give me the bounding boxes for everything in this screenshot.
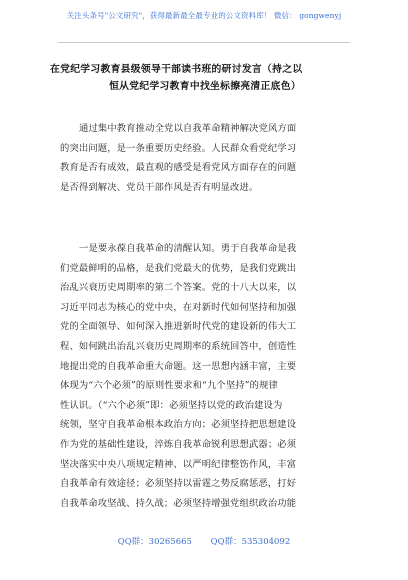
paragraph-line: 党的全面领导、如何深入推进新时代党的建设新的伟大工	[60, 321, 297, 333]
paragraph-line: 教育是否有成效，最直观的感受是看党风方面存在的问题	[60, 162, 297, 174]
paragraph-line: 坚决落实中央八项规定精神、以严明纪律整饬作风，丰富	[60, 458, 297, 470]
footer-qq-group-2: QQ群：535304092	[210, 537, 291, 547]
title-line-1: 在党纪学习教育县级领导干部读书班的研讨发言（持之以	[50, 64, 303, 75]
paragraph-point-one	[60, 239, 350, 513]
header-banner	[0, 10, 408, 21]
paragraph-line: 习近平同志为核心的党中央，在对新时代如何坚持和加强	[60, 301, 297, 313]
paragraph-intro	[60, 119, 350, 197]
document-title	[50, 61, 360, 95]
footer-contact	[0, 535, 408, 547]
paragraph-line: 统领，坚守自我革命根本政治方向；必须坚持把思想建设	[60, 419, 297, 431]
banner-wechat-id: gongwenyj	[299, 11, 342, 20]
paragraph-line: 地提出党的自我革命重大命题。这一思想内涵丰富，主要	[60, 360, 297, 372]
paragraph-line: 体现为“六个必须”的原则性要求和“九个坚持”的规律	[60, 380, 278, 392]
paragraph-line: 程、如何跳出治乱兴衰历史周期率的系统回答中，创造性	[60, 340, 297, 352]
header-divider	[58, 42, 350, 43]
paragraph-line: 通过集中教育推动全党以自我革命精神解决党风方面	[79, 123, 297, 134]
paragraph-line: 性认识。（“六个必须”即：必须坚持以党的政治建设为	[60, 399, 283, 411]
paragraph-line: 是否得到解决、党员干部作风是否有明显改进。	[60, 181, 259, 193]
paragraph-line: 作为党的基础性建设，淬炼自我革命锐利思想武器；必须	[60, 438, 297, 450]
paragraph-line: 治乱兴衰历史周期率的第二个答案。党的十八大以来，以	[60, 282, 297, 294]
paragraph-line: 自我革命有效途径；必须坚持以雷霆之势反腐惩恶，打好	[60, 478, 297, 490]
banner-wechat-label: 微信：	[273, 11, 297, 20]
paragraph-line: 自我革命攻坚战、持久战；必须坚持增强党组织政治功能	[60, 497, 297, 509]
footer-qq-group-1: QQ群：30265665	[117, 537, 192, 547]
paragraph-line: 们党最鲜明的品格，是我们党最大的优势，是我们党跳出	[60, 262, 297, 274]
title-line-2: 恒从党纪学习教育中找坐标擦亮清正底色）	[109, 81, 301, 92]
paragraph-line: 的突出问题，是一条重要历史经验。人民群众看党纪学习	[60, 142, 297, 154]
paragraph-line: 一是要永葆自我革命的清醒认知。勇于自我革命是我	[79, 243, 297, 254]
banner-text: 关注头条号"公文研究"，获得最新最全最专业的公文资料库！	[66, 11, 272, 20]
